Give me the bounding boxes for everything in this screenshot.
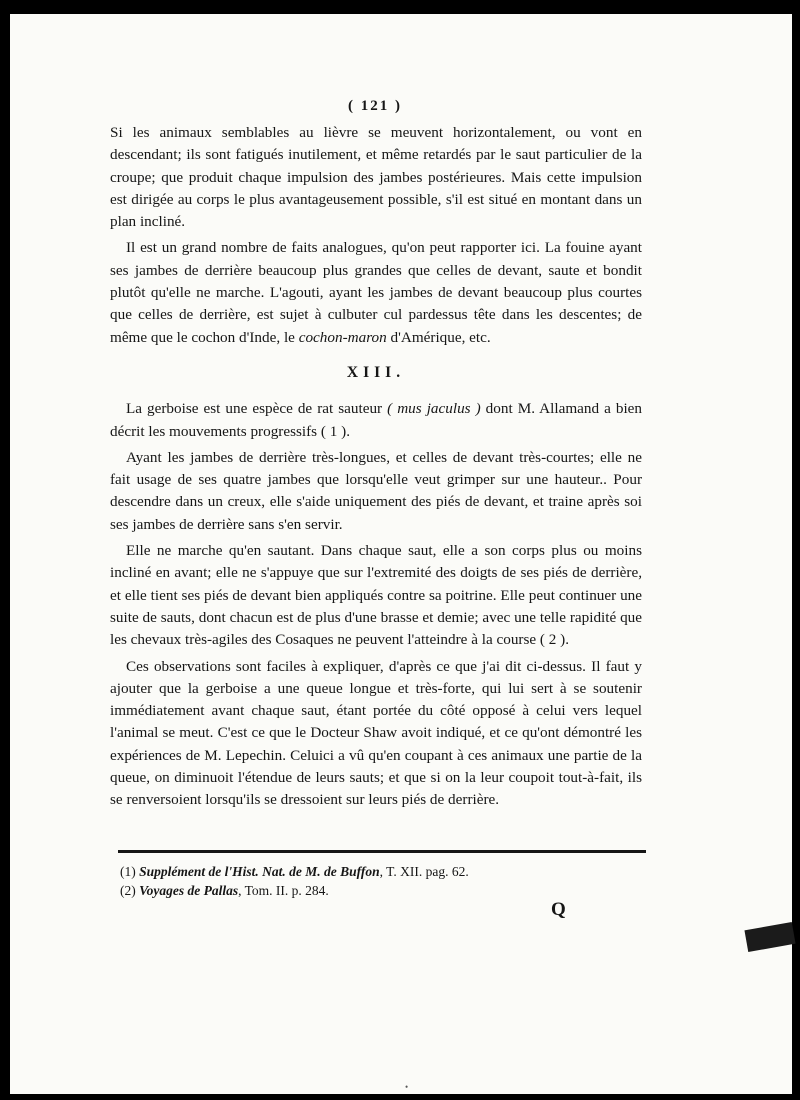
signature-mark: Q — [551, 899, 566, 920]
footnote-2-mark: (2) — [120, 883, 136, 898]
footnote-2-title: Voyages de Pallas — [139, 883, 239, 898]
footnote-1-mark: (1) — [120, 864, 136, 879]
paragraph-2-text: Il est un grand nombre de faits analogues, qu'on peut rapporter ici. La fouine ayant ses jambes de derrière beaucoup plus grandes que celles de devant, saute et bondit plutôt qu'elle ne marche. L'agouti, ayant les jambes de devant beaucoup plus courtes que celles de derrière, est sujet à culbuter cul pardessus tête dans les descentes; de même que le cochon d'Inde, le — [110, 239, 642, 346]
page-body — [110, 122, 642, 812]
paragraph-1: Si les animaux semblables au lièvre se meuvent horizontalement, ou vont en descendant; ils sont fatigués inutilement, et même retardés par le saut particulier de la croupe; que produit chaque impulsion des jambes postérieures. Mais cette impulsion est dirigée au corps le plus avantageusement possible, s'il est situé en montant dans un plan incliné. — [110, 124, 642, 231]
paragraph-6: Ces observations sont faciles à expliquer, d'après ce que j'ai dit ci-dessus. Il faut y ajouter que la gerboise a une queue longue et très-forte, qui lui sert à se soutenir immédiatement avant chaque saut, étant portée du côté opposé à celui vers lequel l'animal se meut. C'est ce que le Docteur Shaw avoit indiqué, et ce qu'ont démontré les expériences de M. Lepechin. Celuici a vû qu'en coupant à ces animaux une partie de la queue, on diminuoit l'étendue de leurs sauts; et que si on la leur coupoit tout-à-fait, ils se renversoient lorsqu'ils se dressoient sur leurs piés de derrière. — [110, 657, 642, 809]
footnote-2 — [120, 881, 640, 900]
paragraph-3-italic: ( mus jaculus ) — [387, 400, 481, 418]
paragraph-3 — [110, 398, 642, 443]
book-page — [10, 14, 792, 1094]
paragraph-2 — [110, 237, 642, 348]
footnotes — [120, 862, 640, 900]
paragraph-2-italic: cochon-maron — [298, 328, 387, 346]
footnote-divider — [118, 850, 646, 853]
footnote-1-ref: , T. XII. pag. 62. — [379, 864, 469, 879]
paragraph-3-a: La gerboise est une espèce de rat sauteur — [126, 400, 388, 418]
footnote-1-title: Supplément de l'Hist. Nat. de M. de Buffon — [139, 864, 380, 879]
paragraph-5: Elle ne marche qu'en sautant. Dans chaque saut, elle a son corps plus ou moins incliné en avant; elle ne s'appuye que sur l'extremité des doigts de ses piés de derrière, et elle tient ses piés de devant bien appliqués contre sa poitrine. Elle peut continuer une suite de sauts, dont chacun est de plus d'une brasse et demie; avec une telle rapidité que les chevaux très-agiles des Cosaques ne peuvent l'atteindre à la course ( 2 ). — [110, 542, 642, 649]
section-heading: XIII. — [346, 363, 406, 381]
ink-smudge — [744, 922, 795, 952]
paragraph-4: Ayant les jambes de derrière très-longues, et celles de devant très-courtes; elle ne fait usage de ses quatre jambes que lorsqu'elle veut grimper sur une hauteur.. Pour descendre dans un creux, elle s'aide uniquement des piés de devant, et traine après soi ses jambes de derrière sans s'en servir. — [110, 448, 642, 533]
paragraph-2-tail: d'Amérique, etc. — [386, 328, 491, 346]
paragraph-3-b: dont M. Allamand a bien décrit les mouvements progressifs ( 1 ). — [110, 400, 643, 440]
footnote-1 — [120, 862, 640, 881]
footnote-2-ref: , Tom. II. p. 284. — [238, 883, 329, 898]
page-number: ( 121 ) — [348, 98, 402, 114]
speck: • — [405, 1082, 409, 1092]
